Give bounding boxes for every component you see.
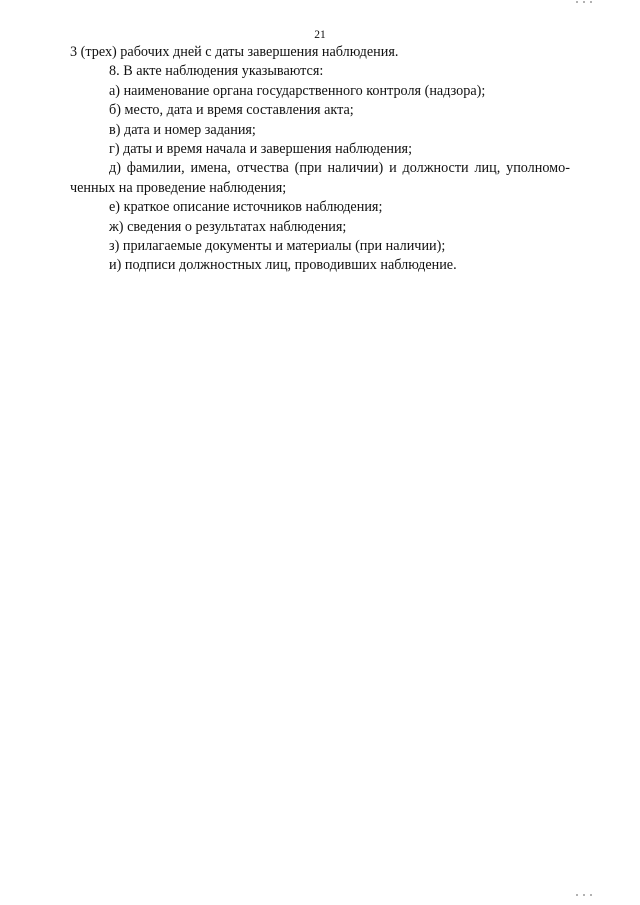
scan-artifact-bottom <box>576 893 592 897</box>
scan-dot <box>590 1 592 3</box>
page-number: 21 <box>314 29 326 41</box>
item-d-word: должности <box>402 160 469 177</box>
list-item-g: г) даты и время начала и завершения наблюдения; <box>109 140 413 157</box>
item-d-word: д) <box>109 160 121 177</box>
item-d-word: имена, <box>190 160 231 177</box>
scan-dot <box>583 1 585 3</box>
scan-dot <box>590 894 592 896</box>
scan-dot <box>576 1 578 3</box>
list-item-d <box>70 159 570 178</box>
item-d-word: уполномо- <box>506 160 570 177</box>
list-item-b: б) место, дата и время составления акта; <box>109 102 354 119</box>
document-body <box>70 43 570 276</box>
scan-dot <box>583 894 585 896</box>
list-item-i: и) подписи должностных лиц, проводивших наблюдение. <box>109 257 457 274</box>
item-8-heading: 8. В акте наблюдения указываются: <box>109 63 324 80</box>
list-item-zh: ж) сведения о результатах наблюдения; <box>109 218 347 235</box>
item-d-word: наличии) <box>327 160 384 177</box>
list-item-z: з) прилагаемые документы и материалы (при наличии); <box>109 237 446 254</box>
item-d-word: (при <box>294 160 322 177</box>
list-item-d-continuation: ченных на проведение наблюдения; <box>70 179 287 196</box>
item-d-word: лиц, <box>474 160 501 177</box>
scan-dot <box>576 894 578 896</box>
item-d-word: фамилии, <box>126 160 185 177</box>
item-d-word: отчества <box>236 160 289 177</box>
intro-line: 3 (трех) рабочих дней с даты завершения наблюдения. <box>70 44 399 60</box>
item-d-word: и <box>389 160 397 177</box>
scan-artifact-top <box>576 0 592 4</box>
list-item-a: а) наименование органа государственного контроля (надзора); <box>109 82 486 99</box>
list-item-e: е) краткое описание источников наблюдения; <box>109 199 383 216</box>
list-item-v: в) дата и номер задания; <box>109 121 256 138</box>
